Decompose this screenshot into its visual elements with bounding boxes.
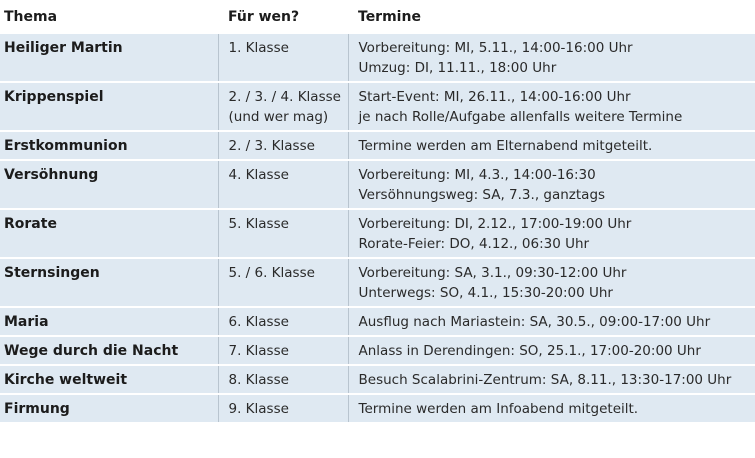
header-row <box>0 0 755 34</box>
date-line: Vorbereitung: MI, 5.11., 14:00-16:00 Uhr <box>358 40 633 56</box>
header-dates: Termine <box>348 0 755 34</box>
header-audience: Für wen? <box>218 0 348 34</box>
header-topic: Thema <box>0 0 218 34</box>
audience-cell <box>218 394 348 422</box>
date-line: Besuch Scalabrini-Zentrum: SA, 8.11., 13:30-17:00 Uhr <box>358 372 732 388</box>
audience-line: 9. Klasse <box>228 401 289 417</box>
topic-cell: Kirche weltweit <box>4 372 128 388</box>
date-line: je nach Rolle/Aufgabe allenfalls weitere Termine <box>358 109 683 125</box>
audience-line: 7. Klasse <box>228 343 289 359</box>
audience-line: (und wer mag) <box>228 109 329 125</box>
dates-cell <box>348 160 755 209</box>
table-row <box>0 258 755 307</box>
date-line: Anlass in Derendingen: SO, 25.1., 17:00-20:00 Uhr <box>358 343 701 359</box>
audience-line: 1. Klasse <box>228 40 289 56</box>
audience-line: 4. Klasse <box>228 167 289 183</box>
audience-line: 6. Klasse <box>228 314 289 330</box>
table-row <box>0 34 755 82</box>
topic-cell: Versöhnung <box>4 167 99 183</box>
audience-cell <box>218 307 348 336</box>
audience-cell <box>218 160 348 209</box>
topic-cell: Maria <box>4 314 49 330</box>
dates-cell <box>348 209 755 258</box>
audience-cell <box>218 131 348 160</box>
table-row <box>0 160 755 209</box>
topic-cell: Sternsingen <box>4 265 100 281</box>
dates-cell <box>348 307 755 336</box>
dates-cell <box>348 34 755 82</box>
audience-cell <box>218 336 348 365</box>
audience-cell <box>218 258 348 307</box>
dates-cell <box>348 336 755 365</box>
dates-cell <box>348 82 755 131</box>
topic-cell: Wege durch die Nacht <box>4 343 179 359</box>
table-row <box>0 209 755 258</box>
topic-cell: Firmung <box>4 401 70 417</box>
date-line: Vorbereitung: DI, 2.12., 17:00-19:00 Uhr <box>358 216 632 232</box>
date-line: Termine werden am Infoabend mitgeteilt. <box>358 401 639 417</box>
audience-line: 2. / 3. / 4. Klasse <box>228 89 341 105</box>
audience-line: 5. Klasse <box>228 216 289 232</box>
table-row <box>0 307 755 336</box>
audience-cell <box>218 365 348 394</box>
table-row <box>0 365 755 394</box>
date-line: Unterwegs: SO, 4.1., 15:30-20:00 Uhr <box>358 285 613 301</box>
topic-cell: Rorate <box>4 216 57 232</box>
table-row <box>0 394 755 422</box>
table-row <box>0 82 755 131</box>
audience-line: 5. / 6. Klasse <box>228 265 315 281</box>
date-line: Vorbereitung: MI, 4.3., 14:00-16:30 <box>358 167 596 183</box>
audience-cell <box>218 34 348 82</box>
date-line: Umzug: DI, 11.11., 18:00 Uhr <box>358 60 557 76</box>
date-line: Rorate-Feier: DO, 4.12., 06:30 Uhr <box>358 236 590 252</box>
dates-cell <box>348 131 755 160</box>
dates-cell <box>348 258 755 307</box>
audience-line: 2. / 3. Klasse <box>228 138 315 154</box>
audience-cell <box>218 209 348 258</box>
date-line: Vorbereitung: SA, 3.1., 09:30-12:00 Uhr <box>358 265 627 281</box>
table-row <box>0 336 755 365</box>
date-line: Ausflug nach Mariastein: SA, 30.5., 09:00-17:00 Uhr <box>358 314 711 330</box>
audience-cell <box>218 82 348 131</box>
date-line: Start-Event: MI, 26.11., 14:00-16:00 Uhr <box>358 89 631 105</box>
date-line: Termine werden am Elternabend mitgeteilt. <box>358 138 653 154</box>
audience-line: 8. Klasse <box>228 372 289 388</box>
dates-cell <box>348 365 755 394</box>
topic-cell: Krippenspiel <box>4 89 104 105</box>
table-row <box>0 131 755 160</box>
table-body <box>0 34 755 422</box>
topic-cell: Erstkommunion <box>4 138 128 154</box>
dates-cell <box>348 394 755 422</box>
topic-cell: Heiliger Martin <box>4 40 123 56</box>
date-line: Versöhnungsweg: SA, 7.3., ganztags <box>358 187 606 203</box>
